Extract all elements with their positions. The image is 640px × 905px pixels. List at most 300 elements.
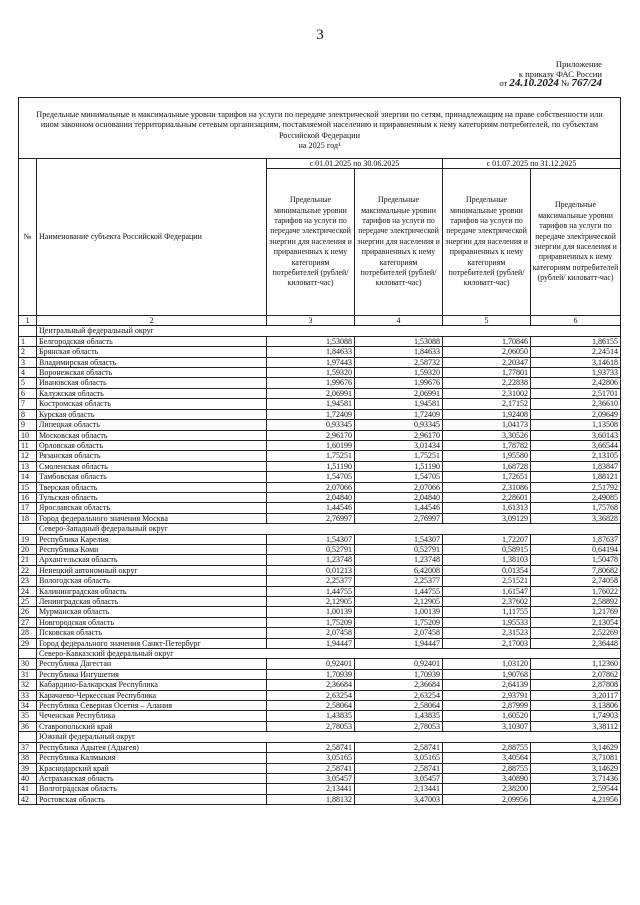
table-row: [19, 461, 621, 471]
max-tariff-h1: 1,54705: [355, 472, 443, 482]
row-number: 7: [19, 399, 37, 409]
min-tariff-h1: 2,58741: [267, 742, 355, 752]
max-tariff-h1: 2,76997: [355, 513, 443, 523]
period-first: с 01.01.2025 по 30.06.2025: [267, 158, 443, 168]
table-row: [19, 690, 621, 700]
max-tariff-h2: 1,93733: [531, 368, 621, 378]
region-name: Мурманская область: [37, 607, 267, 617]
table-row: [19, 513, 621, 523]
column-header-min-h1: Предельные минимальные уровни тарифов на услуги по передаче электрической энергии для населения и приравненных к нему категориям потребителей (рублей/ киловатт-час): [267, 169, 355, 316]
table-row: [19, 482, 621, 492]
table-row: [19, 565, 621, 575]
region-name: Белгородская область: [37, 336, 267, 346]
max-tariff-h2: 7,80682: [531, 565, 621, 575]
max-tariff-h2: 2,59544: [531, 784, 621, 794]
row-number: 25: [19, 597, 37, 607]
max-tariff-h2: 2,87808: [531, 680, 621, 690]
max-tariff-h1: 2,63254: [355, 690, 443, 700]
row-number: 41: [19, 784, 37, 794]
district-number-cell: [19, 326, 37, 336]
max-tariff-h2: 2,52269: [531, 628, 621, 638]
column-index: 6: [531, 316, 621, 326]
min-tariff-h1: 1,51190: [267, 461, 355, 471]
row-number: 24: [19, 586, 37, 596]
max-tariff-h1: 1,23748: [355, 555, 443, 565]
column-header-region: Наименование субъекта Российской Федерации: [37, 158, 267, 315]
region-name: Орловская область: [37, 440, 267, 450]
row-number: 36: [19, 721, 37, 731]
table-row: [19, 440, 621, 450]
max-tariff-h1: 0,92401: [355, 659, 443, 669]
table-row: [19, 773, 621, 783]
table-row: [19, 451, 621, 461]
table-row: [19, 544, 621, 554]
appendix-from: от: [499, 78, 508, 88]
row-number: 14: [19, 472, 37, 482]
max-tariff-h1: 1,53088: [355, 336, 443, 346]
max-tariff-h1: 1,44546: [355, 503, 443, 513]
max-tariff-h2: 1,12360: [531, 659, 621, 669]
min-tariff-h2: 1,95580: [443, 451, 531, 461]
row-number: 19: [19, 534, 37, 544]
row-number: 34: [19, 701, 37, 711]
min-tariff-h2: 3,40890: [443, 773, 531, 783]
table-row: [19, 555, 621, 565]
min-tariff-h2: 0,58915: [443, 544, 531, 554]
district-number-cell: [19, 649, 37, 659]
row-number: 26: [19, 607, 37, 617]
min-tariff-h1: 0,52791: [267, 544, 355, 554]
max-tariff-h1: 2,58741: [355, 742, 443, 752]
table-row: [19, 753, 621, 763]
table-row: [19, 472, 621, 482]
max-tariff-h1: 2,12905: [355, 597, 443, 607]
region-name: Город федерального значения Санкт-Петербург: [37, 638, 267, 648]
column-index: 3: [267, 316, 355, 326]
max-tariff-h2: 2,13054: [531, 617, 621, 627]
row-number: 28: [19, 628, 37, 638]
max-tariff-h2: 3,14629: [531, 742, 621, 752]
column-header-max-h2: Предельные максимальные уровни тарифов на услуги по передаче электрической энергии для населения и приравненных к нему категориям потребителей (рублей/ киловатт-час): [531, 169, 621, 316]
max-tariff-h2: 1,87637: [531, 534, 621, 544]
region-name: Калужская область: [37, 388, 267, 398]
max-tariff-h1: 2,58064: [355, 701, 443, 711]
row-number: 23: [19, 576, 37, 586]
min-tariff-h2: 3,10307: [443, 721, 531, 731]
column-index: 1: [19, 316, 37, 326]
region-name: Город федерального значения Москва: [37, 513, 267, 523]
max-tariff-h1: 2,96170: [355, 430, 443, 440]
appendix-label: Приложение: [555, 59, 602, 69]
column-header-min-h2: Предельные минимальные уровни тарифов на услуги по передаче электрической энергии для населения и приравненных к нему категориям потребителей (рублей/ киловатт-час): [443, 169, 531, 316]
max-tariff-h2: 3,36828: [531, 513, 621, 523]
row-number: 20: [19, 544, 37, 554]
min-tariff-h2: 1,72207: [443, 534, 531, 544]
max-tariff-h2: 2,07862: [531, 669, 621, 679]
max-tariff-h1: 2,07066: [355, 482, 443, 492]
max-tariff-h1: 2,13441: [355, 784, 443, 794]
max-tariff-h2: 3,60143: [531, 430, 621, 440]
min-tariff-h1: 2,25377: [267, 576, 355, 586]
row-number: 9: [19, 420, 37, 430]
table-body: [19, 326, 621, 805]
table-row: [19, 378, 621, 388]
max-tariff-h1: 2,58732: [355, 357, 443, 367]
min-tariff-h2: 3,09129: [443, 513, 531, 523]
row-number: 35: [19, 711, 37, 721]
max-tariff-h2: 3,14618: [531, 357, 621, 367]
region-name: Республика Ингушетия: [37, 669, 267, 679]
table-row: [19, 492, 621, 502]
district-row: [19, 649, 621, 659]
min-tariff-h1: 1,60199: [267, 440, 355, 450]
table-row: [19, 420, 621, 430]
column-index: 2: [37, 316, 267, 326]
max-tariff-h1: 2,25377: [355, 576, 443, 586]
appendix-date: 24.10.2024: [509, 77, 559, 89]
min-tariff-h2: 2,38200: [443, 784, 531, 794]
max-tariff-h2: 2,24514: [531, 347, 621, 357]
min-tariff-h2: 2,37602: [443, 597, 531, 607]
max-tariff-h1: 3,01434: [355, 440, 443, 450]
min-tariff-h2: 1,61547: [443, 586, 531, 596]
min-tariff-h2: 2,20347: [443, 357, 531, 367]
row-number: 4: [19, 368, 37, 378]
max-tariff-h2: 1,74903: [531, 711, 621, 721]
min-tariff-h2: 1,77801: [443, 368, 531, 378]
max-tariff-h2: 3,66544: [531, 440, 621, 450]
table-row: [19, 597, 621, 607]
region-name: Республика Карелия: [37, 534, 267, 544]
min-tariff-h1: 1,44755: [267, 586, 355, 596]
min-tariff-h2: 3,40564: [443, 753, 531, 763]
row-number: 33: [19, 690, 37, 700]
column-header-max-h1: Предельные максимальные уровни тарифов на услуги по передаче электрической энергии для населения и приравненных к нему категориям потребителей (рублей/ киловатт-час): [355, 169, 443, 316]
region-name: Волгоградская область: [37, 784, 267, 794]
column-index-row: [19, 316, 621, 326]
table-row: [19, 607, 621, 617]
min-tariff-h1: 1,44546: [267, 503, 355, 513]
max-tariff-h1: 3,05457: [355, 773, 443, 783]
min-tariff-h2: 2,17003: [443, 638, 531, 648]
min-tariff-h1: 1,53088: [267, 336, 355, 346]
max-tariff-h1: 1,43835: [355, 711, 443, 721]
min-tariff-h2: 1,70846: [443, 336, 531, 346]
min-tariff-h1: 1,00139: [267, 607, 355, 617]
min-tariff-h2: 2,31002: [443, 388, 531, 398]
row-number: 21: [19, 555, 37, 565]
region-name: Карачаево-Черкесская Республика: [37, 690, 267, 700]
max-tariff-h2: 1,75768: [531, 503, 621, 513]
district-row: [19, 326, 621, 336]
min-tariff-h1: 1,54307: [267, 534, 355, 544]
max-tariff-h1: 2,78053: [355, 721, 443, 731]
region-name: Республика Дагестан: [37, 659, 267, 669]
min-tariff-h2: 0,01354: [443, 565, 531, 575]
column-index: 4: [355, 316, 443, 326]
appendix-number: 767/24: [571, 77, 602, 89]
region-name: Краснодарский край: [37, 763, 267, 773]
max-tariff-h2: 2,13105: [531, 451, 621, 461]
region-name: Ненецкий автономный округ: [37, 565, 267, 575]
region-name: Смоленская область: [37, 461, 267, 471]
table-title-text: Предельные минимальные и максимальные уровни тарифов на услуги по передаче электрической энергии по сетям, принадлежащим на праве собственности или ином законном основании территориальным сетевым организациям, поставляемой населению и приравненным к нему категориям потребителей, по субъектам Российской Федерации: [36, 110, 603, 140]
row-number: 12: [19, 451, 37, 461]
table-row: [19, 534, 621, 544]
row-number: 2: [19, 347, 37, 357]
table-title-year: на 2025 год¹: [298, 141, 341, 151]
min-tariff-h2: 2,22838: [443, 378, 531, 388]
region-name: Тамбовская область: [37, 472, 267, 482]
max-tariff-h1: 1,00139: [355, 607, 443, 617]
min-tariff-h2: 2,31086: [443, 482, 531, 492]
min-tariff-h2: 2,09956: [443, 794, 531, 804]
max-tariff-h1: 2,36684: [355, 680, 443, 690]
max-tariff-h2: 0,64194: [531, 544, 621, 554]
district-name: Северо-Западный федеральный округ: [37, 524, 621, 534]
max-tariff-h2: 3,71081: [531, 753, 621, 763]
max-tariff-h1: 2,07458: [355, 628, 443, 638]
region-name: Чеченская Республика: [37, 711, 267, 721]
min-tariff-h2: 1,90768: [443, 669, 531, 679]
min-tariff-h1: 1,23748: [267, 555, 355, 565]
min-tariff-h1: 0,92401: [267, 659, 355, 669]
max-tariff-h2: 3,38112: [531, 721, 621, 731]
region-name: Республика Адыгея (Адыгея): [37, 742, 267, 752]
max-tariff-h2: 1,86155: [531, 336, 621, 346]
max-tariff-h2: 3,14629: [531, 763, 621, 773]
min-tariff-h1: 1,54705: [267, 472, 355, 482]
max-tariff-h1: 2,58741: [355, 763, 443, 773]
min-tariff-h2: 2,28601: [443, 492, 531, 502]
min-tariff-h1: 1,94581: [267, 399, 355, 409]
region-name: Рязанская область: [37, 451, 267, 461]
min-tariff-h1: 3,05165: [267, 753, 355, 763]
min-tariff-h2: 2,64139: [443, 680, 531, 690]
table-row: [19, 711, 621, 721]
max-tariff-h2: 3,13806: [531, 701, 621, 711]
max-tariff-h2: 1,13508: [531, 420, 621, 430]
max-tariff-h1: 1,75209: [355, 617, 443, 627]
max-tariff-h1: 1,70939: [355, 669, 443, 679]
max-tariff-h1: 1,44755: [355, 586, 443, 596]
max-tariff-h1: 1,94447: [355, 638, 443, 648]
table-row: [19, 680, 621, 690]
min-tariff-h2: 2,17152: [443, 399, 531, 409]
region-name: Ростовская область: [37, 794, 267, 804]
min-tariff-h1: 1,97443: [267, 357, 355, 367]
table-row: [19, 347, 621, 357]
max-tariff-h1: 3,05165: [355, 753, 443, 763]
table-title: [19, 98, 621, 159]
min-tariff-h2: 1,68728: [443, 461, 531, 471]
min-tariff-h1: 2,13441: [267, 784, 355, 794]
min-tariff-h2: 2,93791: [443, 690, 531, 700]
region-name: Астраханская область: [37, 773, 267, 783]
min-tariff-h1: 3,05457: [267, 773, 355, 783]
district-name: Северо-Кавказский федеральный округ: [37, 649, 621, 659]
region-name: Воронежская область: [37, 368, 267, 378]
table-row: [19, 388, 621, 398]
max-tariff-h2: 3,71436: [531, 773, 621, 783]
table-row: [19, 368, 621, 378]
table-row: [19, 336, 621, 346]
max-tariff-h2: 1,76022: [531, 586, 621, 596]
min-tariff-h1: 2,96170: [267, 430, 355, 440]
max-tariff-h2: 2,36448: [531, 638, 621, 648]
district-number-cell: [19, 524, 37, 534]
max-tariff-h2: 2,51701: [531, 388, 621, 398]
max-tariff-h2: 3,20117: [531, 690, 621, 700]
appendix-number-sign: №: [561, 78, 570, 88]
max-tariff-h1: 1,72409: [355, 409, 443, 419]
region-name: Липецкая область: [37, 420, 267, 430]
table-row: [19, 669, 621, 679]
region-name: Ивановская область: [37, 378, 267, 388]
page-number: 3: [316, 27, 324, 43]
min-tariff-h2: 1,78782: [443, 440, 531, 450]
region-name: Кабардино-Балкарская Республика: [37, 680, 267, 690]
max-tariff-h2: 2,49085: [531, 492, 621, 502]
min-tariff-h1: 1,84633: [267, 347, 355, 357]
min-tariff-h1: 1,72409: [267, 409, 355, 419]
min-tariff-h1: 1,94447: [267, 638, 355, 648]
row-number: 3: [19, 357, 37, 367]
min-tariff-h1: 1,88132: [267, 794, 355, 804]
region-name: Калининградская область: [37, 586, 267, 596]
column-header-number: №: [19, 158, 37, 315]
table-row: [19, 794, 621, 804]
min-tariff-h1: 0,93345: [267, 420, 355, 430]
row-number: 15: [19, 482, 37, 492]
max-tariff-h2: 2,36610: [531, 399, 621, 409]
row-number: 16: [19, 492, 37, 502]
min-tariff-h1: 1,59320: [267, 368, 355, 378]
row-number: 39: [19, 763, 37, 773]
table-row: [19, 430, 621, 440]
region-name: Ставропольский край: [37, 721, 267, 731]
min-tariff-h1: 1,75209: [267, 617, 355, 627]
min-tariff-h2: 1,92408: [443, 409, 531, 419]
row-number: 5: [19, 378, 37, 388]
min-tariff-h2: 1,11755: [443, 607, 531, 617]
region-name: Тульская область: [37, 492, 267, 502]
min-tariff-h1: 1,75251: [267, 451, 355, 461]
table-row: [19, 638, 621, 648]
period-second: с 01.07.2025 по 31.12.2025: [443, 158, 621, 168]
min-tariff-h1: 2,06991: [267, 388, 355, 398]
region-name: Республика Калмыкия: [37, 753, 267, 763]
region-name: Республика Северная Осетия – Алания: [37, 701, 267, 711]
region-name: Вологодская область: [37, 576, 267, 586]
min-tariff-h2: 2,31523: [443, 628, 531, 638]
tariff-table: [18, 97, 621, 805]
min-tariff-h2: 1,04173: [443, 420, 531, 430]
appendix-date-line: [402, 79, 602, 89]
min-tariff-h2: 3,30526: [443, 430, 531, 440]
row-number: 18: [19, 513, 37, 523]
max-tariff-h1: 2,06991: [355, 388, 443, 398]
table-row: [19, 784, 621, 794]
min-tariff-h1: 2,58741: [267, 763, 355, 773]
max-tariff-h1: 3,47003: [355, 794, 443, 804]
region-name: Курская область: [37, 409, 267, 419]
min-tariff-h1: 2,07066: [267, 482, 355, 492]
max-tariff-h2: 2,51792: [531, 482, 621, 492]
max-tariff-h1: 1,51190: [355, 461, 443, 471]
table-row: [19, 701, 621, 711]
max-tariff-h2: 1,88121: [531, 472, 621, 482]
min-tariff-h2: 1,03120: [443, 659, 531, 669]
row-number: 11: [19, 440, 37, 450]
table-row: [19, 659, 621, 669]
table-row: [19, 586, 621, 596]
min-tariff-h2: 2,87999: [443, 701, 531, 711]
min-tariff-h1: 2,58064: [267, 701, 355, 711]
region-name: Новгородская область: [37, 617, 267, 627]
row-number: 22: [19, 565, 37, 575]
row-number: 13: [19, 461, 37, 471]
table-row: [19, 763, 621, 773]
min-tariff-h2: 2,51521: [443, 576, 531, 586]
district-row: [19, 524, 621, 534]
appendix-order-ref: к приказу ФАС России: [518, 68, 602, 79]
district-number-cell: [19, 732, 37, 742]
region-name: Владимирская область: [37, 357, 267, 367]
max-tariff-h2: 2,58892: [531, 597, 621, 607]
max-tariff-h2: 2,09649: [531, 409, 621, 419]
appendix-block: [402, 60, 602, 89]
table-row: [19, 409, 621, 419]
region-name: Костромская область: [37, 399, 267, 409]
row-number: 8: [19, 409, 37, 419]
min-tariff-h2: 1,61313: [443, 503, 531, 513]
min-tariff-h1: 1,70939: [267, 669, 355, 679]
max-tariff-h2: 4,21956: [531, 794, 621, 804]
region-name: Ленинградская область: [37, 597, 267, 607]
region-name: Архангельская область: [37, 555, 267, 565]
max-tariff-h1: 1,99676: [355, 378, 443, 388]
max-tariff-h1: 0,93345: [355, 420, 443, 430]
max-tariff-h1: 1,75251: [355, 451, 443, 461]
max-tariff-h2: 2,42806: [531, 378, 621, 388]
region-name: Московская область: [37, 430, 267, 440]
min-tariff-h2: 1,38103: [443, 555, 531, 565]
min-tariff-h1: 2,63254: [267, 690, 355, 700]
row-number: 29: [19, 638, 37, 648]
row-number: 6: [19, 388, 37, 398]
table-row: [19, 576, 621, 586]
table-row: [19, 357, 621, 367]
district-row: [19, 732, 621, 742]
min-tariff-h2: 2,88755: [443, 763, 531, 773]
max-tariff-h1: 2,04840: [355, 492, 443, 502]
min-tariff-h2: 1,60520: [443, 711, 531, 721]
min-tariff-h1: 2,12905: [267, 597, 355, 607]
row-number: 10: [19, 430, 37, 440]
min-tariff-h2: 2,06050: [443, 347, 531, 357]
table-row: [19, 503, 621, 513]
table-row: [19, 742, 621, 752]
row-number: 38: [19, 753, 37, 763]
region-name: Республика Коми: [37, 544, 267, 554]
min-tariff-h2: 1,72651: [443, 472, 531, 482]
row-number: 30: [19, 659, 37, 669]
row-number: 1: [19, 336, 37, 346]
district-name: Южный федеральный округ: [37, 732, 621, 742]
region-name: Брянская область: [37, 347, 267, 357]
table-row: [19, 721, 621, 731]
